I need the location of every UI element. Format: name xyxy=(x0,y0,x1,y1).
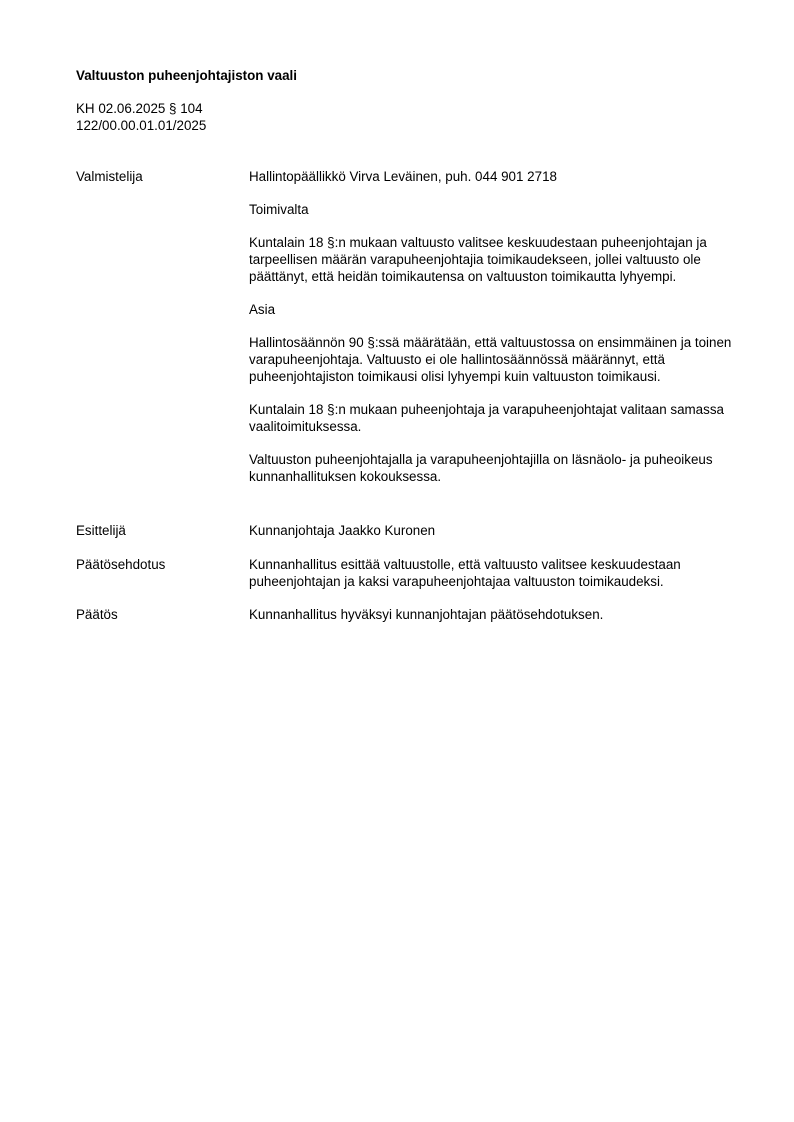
section-content-valmistelija xyxy=(249,168,741,485)
paragraph-asia-2: Kuntalain 18 §:n mukaan puheenjohtaja ja varapuheenjohtajat valitaan samassa vaalitoimituksessa. xyxy=(249,402,724,434)
heading-asia: Asia xyxy=(249,302,276,317)
record-id: 122/00.00.01.01/2025 xyxy=(76,118,207,133)
meeting-reference: KH 02.06.2025 § 104 xyxy=(76,101,203,116)
section-content-paatosehdotus: Kunnanhallitus esittää valtuustolle, että valtuusto valitsee keskuudestaan puheenjohtajan ja kaksi varapuheenjohtajaa valtuuston toimikaudeksi. xyxy=(249,557,681,589)
paragraph-asia-1: Hallintosäännön 90 §:ssä määrätään, että valtuustossa on ensimmäinen ja toinen varapuheenjohtaja. Valtuusto ei ole hallintosäännössä määrännyt, että puheenjohtajiston toimikausi olisi lyhyempi kuin valtuuston toimikausi. xyxy=(249,335,732,384)
heading-toimivalta: Toimivalta xyxy=(249,202,309,217)
document-meta xyxy=(76,100,206,134)
preparer-line: Hallintopäällikkö Virva Leväinen, puh. 044 901 2718 xyxy=(249,169,557,184)
document-title: Valtuuston puheenjohtajiston vaali xyxy=(76,68,297,83)
section-label-valmistelija: Valmistelija xyxy=(76,169,143,184)
section-label-esittelija: Esittelijä xyxy=(76,523,126,538)
section-label-paatosehdotus: Päätösehdotus xyxy=(76,557,166,572)
paragraph-toimivalta: Kuntalain 18 §:n mukaan valtuusto valitsee keskuudestaan puheenjohtajan ja tarpeellisen määrän varapuheenjohtajia toimikaudekseen, jollei valtuusto ole päättänyt, että heidän toimikautensa on valtuuston toimikautta lyhyempi. xyxy=(249,235,707,284)
paragraph-asia-3: Valtuuston puheenjohtajalla ja varapuheenjohtajilla on läsnäolo- ja puheoikeus kunnanhallituksen kokouksessa. xyxy=(249,452,713,484)
section-content-esittelija: Kunnanjohtaja Jaakko Kuronen xyxy=(249,523,436,538)
section-content-paatos: Kunnanhallitus hyväksyi kunnanjohtajan päätösehdotuksen. xyxy=(249,607,604,622)
section-label-paatos: Päätös xyxy=(76,607,118,622)
